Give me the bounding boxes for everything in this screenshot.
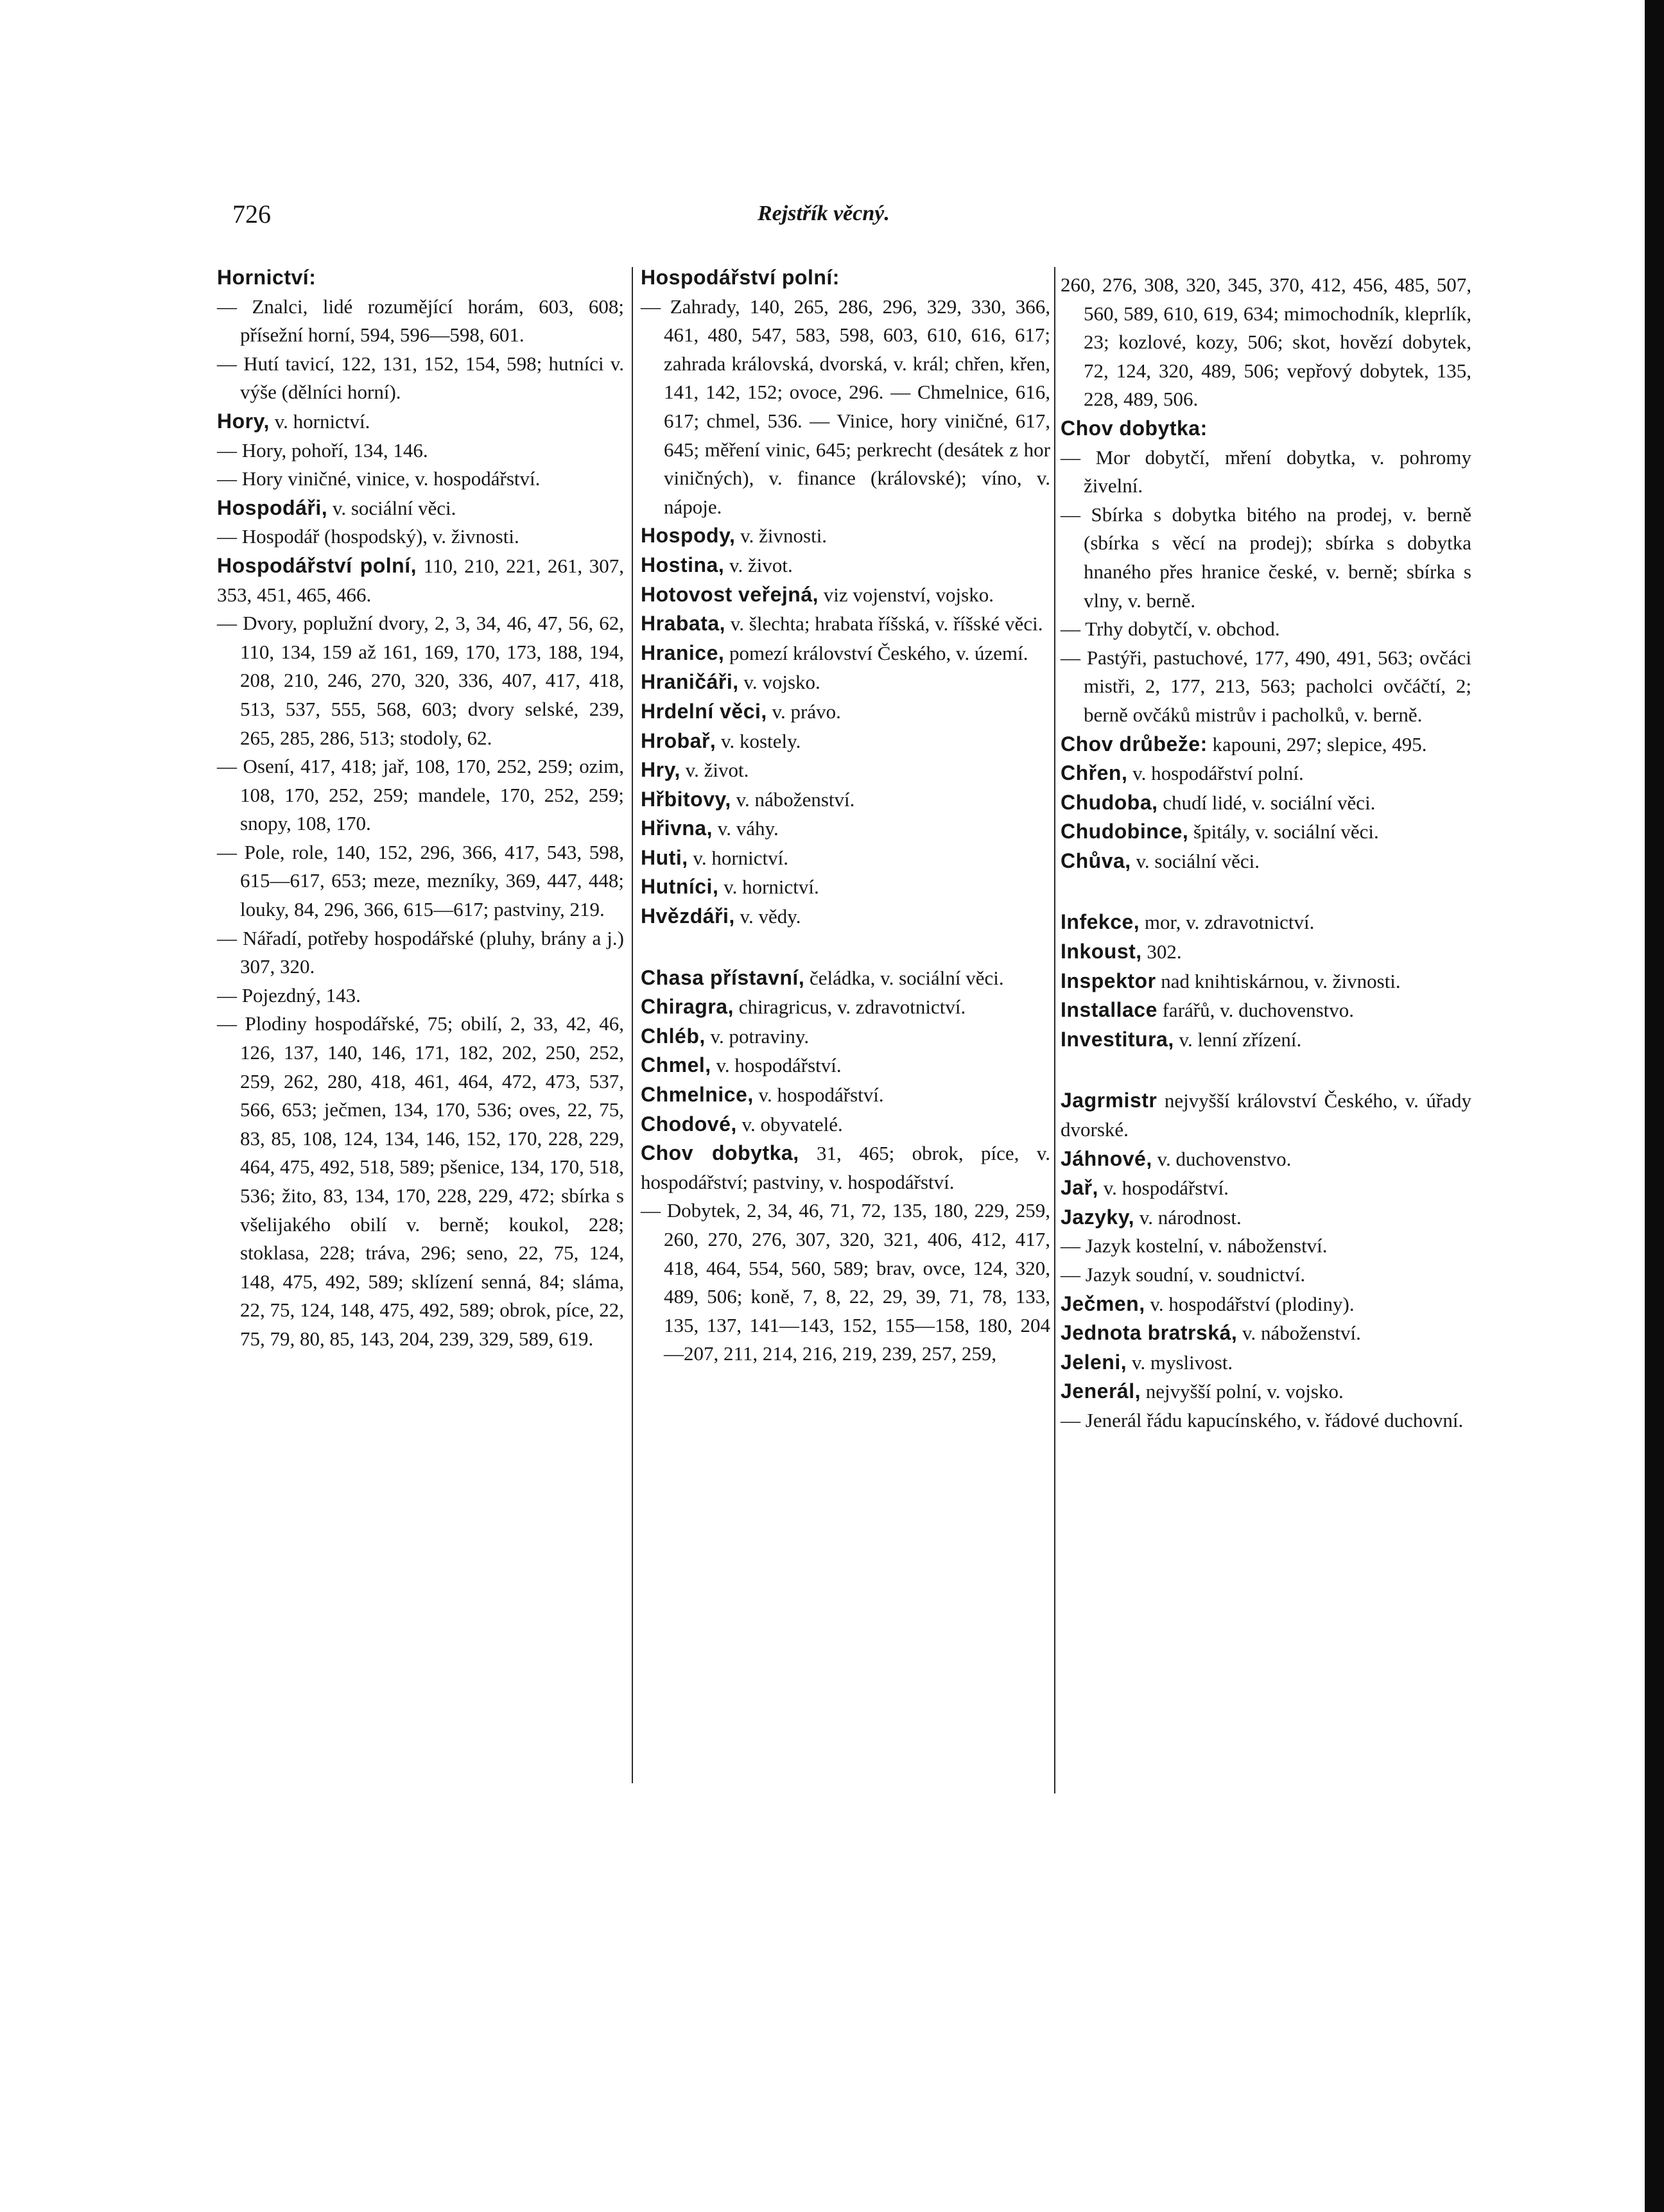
index-subentry (1061, 615, 1471, 644)
entry-text: — Pole, role, 140, 152, 296, 366, 417, 543, 598, 615—617, 653; meze, mezníky, 369, 447, 448; louky, 84, 296, 366, 615—617; pastviny, 219. (217, 840, 624, 921)
entry-text: v. vědy. (734, 905, 801, 928)
index-subentry (217, 752, 624, 838)
entry-heading: Hřbitovy, (641, 787, 731, 811)
entry-text: v. náboženství. (1237, 1322, 1361, 1345)
scan-edge (1645, 0, 1664, 2212)
entry-text: 31, 465; obrok, píce, v. hospodářství; pastviny, v. hospodářství. (641, 1142, 1050, 1193)
entry-heading: Chřen, (1061, 761, 1128, 785)
column-divider-2 (1054, 267, 1055, 1793)
index-entry (1061, 414, 1471, 444)
index-entry (641, 1110, 1050, 1139)
index-subentry (217, 436, 624, 465)
entry-heading: Jáhnové, (1061, 1146, 1152, 1170)
index-entry (217, 407, 624, 436)
entry-text: v. hospodářství (plodiny). (1145, 1292, 1355, 1315)
entry-text: nejvyšší království Českého, v. úřady dvorské. (1061, 1089, 1471, 1141)
entry-text: — Jazyk kostelní, v. náboženství. (1061, 1234, 1328, 1257)
entry-heading: Jazyky, (1061, 1205, 1134, 1229)
entry-heading: Inkoust, (1061, 940, 1142, 963)
entry-text: v. obyvatelé. (736, 1112, 843, 1136)
entry-text: — Nářadí, potřeby hospodářské (pluhy, brány a j.) 307, 320. (217, 926, 624, 978)
entry-text: — Sbírka s dobytka bitého na prodej, v. berně (sbírka s věcí na prodej); sbírka s dobytka hnaného přes hranice české, v. berně; sbírka s vlny, v. berně. (1061, 503, 1471, 612)
index-subentry (1061, 271, 1471, 414)
entry-heading: Hostina, (641, 553, 725, 576)
index-entry (641, 263, 1050, 293)
entry-heading: Installace (1061, 998, 1157, 1022)
index-entry (1061, 1173, 1471, 1203)
entry-heading: Hřivna, (641, 817, 713, 840)
entry-heading: Jeleni, (1061, 1350, 1127, 1374)
index-subentry (1061, 501, 1471, 615)
index-subentry (217, 924, 624, 981)
index-entry (641, 580, 1050, 610)
index-entry (1061, 996, 1471, 1025)
entry-heading: Infekce, (1061, 910, 1140, 934)
entry-text: — Osení, 417, 418; jař, 108, 170, 252, 259; ozim, 108, 170, 252, 259; mandele, 170, 252, 259; snopy, 108, 170. (217, 755, 624, 835)
entry-text: špitály, v. sociální věci. (1188, 820, 1379, 843)
entry-heading: Jednota bratrská, (1061, 1321, 1238, 1345)
entry-heading: Hory, (217, 409, 270, 433)
index-subentry (217, 465, 624, 494)
index-entry (641, 1139, 1050, 1197)
entry-text: mor, v. zdravotnictví. (1140, 911, 1315, 934)
index-entry (641, 785, 1050, 815)
entry-text: — Pojezdný, 143. (217, 983, 361, 1007)
index-entry (641, 668, 1050, 697)
entry-text: — Znalci, lidé rozumějící horám, 603, 608; přísežní horní, 594, 596—598, 601. (217, 295, 624, 347)
entry-heading: Investitura, (1061, 1027, 1174, 1051)
entry-heading: Chůva, (1061, 849, 1131, 872)
entry-text: viz vojenství, vojsko. (819, 583, 994, 606)
entry-heading: Chudoba, (1061, 790, 1158, 814)
entry-text: — Dobytek, 2, 34, 46, 71, 72, 135, 180, 229, 259, 260, 270, 276, 307, 320, 321, 406, 412, 417, 418, 464, 554, 560, 589; brav, ovce, 124, 320, 489, 506; koně, 7, 8, 22, 29, 39, 71, 78, 133, 135, 137, 141—143, 152, 155—158, 180, 204—207, 211, 214, 216, 219, 239, 257, 259, (641, 1199, 1050, 1365)
entry-text: — Hory, pohoří, 134, 146. (217, 438, 428, 462)
index-entry (217, 551, 624, 609)
section-gap (641, 931, 1050, 963)
entry-text: v. hospodářství. (711, 1054, 842, 1077)
index-subentry (1061, 644, 1471, 730)
index-entry (641, 843, 1050, 873)
index-entry (641, 814, 1050, 843)
index-subentry (1061, 1406, 1471, 1435)
entry-heading: Hospodářství polní, (217, 553, 417, 577)
entry-text: v. živnosti. (735, 524, 828, 548)
index-entry (1061, 817, 1471, 847)
entry-heading: Jenerál, (1061, 1379, 1141, 1403)
entry-text: v. hornictví. (718, 876, 819, 899)
index-entry (1061, 967, 1471, 996)
entry-heading: Chodové, (641, 1112, 737, 1136)
index-subentry (217, 350, 624, 407)
index-entry (217, 263, 624, 293)
entry-heading: Chmel, (641, 1053, 711, 1077)
entry-text: v. váhy. (712, 817, 779, 840)
entry-text: — Mor dobytčí, mření dobytka, v. pohromy živelní. (1061, 445, 1471, 497)
index-entry (641, 1051, 1050, 1080)
entry-heading: Chiragra, (641, 995, 734, 1019)
entry-text: v. vojsko. (738, 671, 820, 694)
entry-heading: Hospodářství polní: (641, 266, 840, 289)
entry-text: farářů, v. duchovenstvo. (1157, 999, 1355, 1022)
entry-text: v. sociální věci. (327, 496, 456, 519)
index-column-1 (217, 263, 624, 1354)
entry-heading: Hraničáři, (641, 670, 739, 694)
entry-text: 260, 276, 308, 320, 345, 370, 412, 456, 485, 507, 560, 589, 610, 619, 634; mimochodník, kleprlík, 23; kozlové, kozy, 506; skot, hovězí dobytek, 72, 124, 320, 489, 506; vepřový dobytek, 135, 228, 489, 506. (1061, 273, 1471, 411)
section-gap (1061, 1054, 1471, 1086)
index-entry (1061, 908, 1471, 937)
index-entry (1061, 788, 1471, 818)
entry-heading: Hrobař, (641, 729, 716, 752)
entry-text: v. život. (724, 553, 793, 576)
entry-heading: Hrdelní věci, (641, 699, 767, 723)
entry-heading: Chasa přístavní, (641, 965, 805, 989)
running-title: Rejstřík věcný. (758, 202, 890, 225)
entry-text: v. potraviny. (705, 1024, 810, 1048)
index-entry (1061, 1348, 1471, 1378)
index-entry (641, 872, 1050, 902)
index-subentry (217, 293, 624, 350)
index-entry (641, 992, 1050, 1022)
index-subentry (1061, 444, 1471, 501)
entry-text: nejvyšší polní, v. vojsko. (1140, 1380, 1344, 1403)
index-entry (641, 727, 1050, 756)
index-entry (641, 1080, 1050, 1110)
index-subentry (217, 838, 624, 924)
entry-text: v. šlechta; hrabata říšská, v. říšské věci. (725, 612, 1043, 635)
entry-text: nad knihtiskárnou, v. živnosti. (1156, 969, 1401, 992)
entry-text: v. sociální věci. (1131, 849, 1260, 872)
entry-text: 302. (1141, 940, 1182, 963)
entry-heading: Hranice, (641, 641, 725, 664)
entry-text: v. kostely. (716, 729, 801, 752)
index-entry (1061, 1145, 1471, 1174)
entry-heading: Hry, (641, 758, 680, 782)
section-gap (1061, 876, 1471, 908)
index-entry (641, 756, 1050, 785)
index-entry (1061, 1318, 1471, 1348)
entry-text: pomezí království Českého, v. území. (724, 641, 1028, 664)
index-subentry (217, 981, 624, 1010)
entry-heading: Chmelnice, (641, 1083, 754, 1107)
index-entry (217, 494, 624, 523)
entry-text: v. hospodářství. (753, 1084, 884, 1107)
entry-heading: Chov dobytka: (1061, 416, 1208, 440)
index-entry (1061, 730, 1471, 759)
page-number: 726 (232, 200, 271, 229)
entry-heading: Chov dobytka, (641, 1141, 799, 1165)
entry-text: v. hospodářství polní. (1127, 762, 1304, 785)
index-entry (1061, 1025, 1471, 1055)
index-entry (641, 1022, 1050, 1051)
entry-text: — Plodiny hospodářské, 75; obilí, 2, 33, 42, 46, 126, 137, 140, 146, 171, 182, 202, 250, 252, 259, 262, 280, 418, 461, 464, 472, 473, 537, 566, 653; ječmen, 134, 170, 536; oves, 22, 75, 83, 85, 108, 124, 134, 146, 152, 170, 228, 229, 464, 475, 492, 518, 589; pšenice, 134, 170, 518, 536; žito, 83, 134, 170, 228, 229, 472; sbírka s všelijakého obilí v. berně; koukol, 228; stoklasa, 228; tráva, 296; seno, 22, 75, 124, 148, 475, 492, 589; sklízení senná, 84; sláma, 22, 75, 124, 148, 475, 492, 589; obrok, píce, 22, 75, 79, 80, 85, 143, 204, 239, 329, 589, 619. (217, 1012, 624, 1350)
entry-text: v. život. (680, 759, 749, 782)
entry-heading: Chudobince, (1061, 820, 1189, 843)
entry-text: čeládka, v. sociální věci. (804, 966, 1004, 989)
entry-text: — Hory viničné, vinice, v. hospodářství. (217, 467, 541, 490)
index-subentry (641, 293, 1050, 522)
index-entry (1061, 1203, 1471, 1232)
index-entry (641, 639, 1050, 668)
entry-text: — Trhy dobytčí, v. obchod. (1061, 618, 1280, 641)
entry-text: chudí lidé, v. sociální věci. (1157, 791, 1376, 814)
entry-heading: Hrabata, (641, 612, 726, 635)
index-entry (641, 521, 1050, 551)
entry-text: v. hospodářství. (1098, 1177, 1229, 1200)
entry-heading: Inspektor (1061, 969, 1156, 992)
entry-text: — Hospodář (hospodský), v. živnosti. (217, 525, 519, 548)
entry-text: chiragricus, v. zdravotnictví. (733, 996, 966, 1019)
entry-text: v. duchovenstvo. (1152, 1147, 1292, 1170)
entry-text: v. hornictví. (688, 846, 789, 869)
entry-text: v. právo. (767, 700, 841, 723)
index-entry (641, 551, 1050, 580)
entry-heading: Jař, (1061, 1176, 1098, 1200)
entry-text: v. národnost. (1134, 1205, 1242, 1229)
entry-text: v. lenní zřízení. (1174, 1028, 1302, 1051)
index-subentry (217, 523, 624, 551)
column-divider-1 (632, 267, 633, 1783)
entry-text: — Hutí tavicí, 122, 131, 152, 154, 598; hutníci v. výše (dělníci horní). (217, 352, 624, 404)
entry-text: — Dvory, poplužní dvory, 2, 3, 34, 46, 47, 56, 62, 110, 134, 159 až 161, 169, 170, 173, 188, 194, 208, 210, 246, 270, 320, 336, 407, 417, 418, 513, 537, 555, 568, 603; dvory selské, 239, 265, 285, 286, 513; stodoly, 62. (217, 612, 624, 749)
entry-heading: Hospodáři, (217, 496, 328, 519)
index-entry (1061, 937, 1471, 967)
entry-text: — Jazyk soudní, v. soudnictví. (1061, 1263, 1306, 1286)
entry-text: — Zahrady, 140, 265, 286, 296, 329, 330, 366, 461, 480, 547, 583, 598, 603, 610, 616, 617; zahrada královská, dvorská, v. král; chřen, křen, 141, 142, 152; ovoce, 296. — Chmelnice, 616, 617; chmel, 536. — Vinice, hory viničné, 617, 645; měření vinic, 645; perkrecht (desátek z hor viničných), v. finance (královské); víno, v. nápoje. (641, 295, 1050, 518)
entry-heading: Chov drůbeže: (1061, 732, 1208, 756)
entry-heading: Chléb, (641, 1024, 706, 1048)
entry-heading: Hvězdáři, (641, 904, 735, 928)
index-entry (641, 902, 1050, 931)
entry-text: v. myslivost. (1127, 1351, 1233, 1374)
index-entry (641, 609, 1050, 639)
entry-heading: Hotovost veřejná, (641, 582, 819, 606)
index-entry (1061, 1290, 1471, 1319)
entry-text: 110, 210, 221, 261, 307, 353, 451, 465, 466. (217, 554, 624, 606)
index-subentry (217, 1010, 624, 1353)
entry-heading: Hutníci, (641, 875, 719, 899)
index-subentry (1061, 1232, 1471, 1261)
index-entry (641, 697, 1050, 727)
entry-heading: Ječmen, (1061, 1292, 1145, 1315)
index-subentry (641, 1197, 1050, 1369)
index-column-3 (1061, 271, 1471, 1435)
index-column-2 (641, 263, 1050, 1369)
index-entry (641, 963, 1050, 993)
entry-text: — Jenerál řádu kapucínského, v. řádové duchovní. (1061, 1408, 1464, 1431)
index-subentry (217, 609, 624, 752)
entry-text: kapouni, 297; slepice, 495. (1207, 732, 1427, 756)
entry-text: — Pastýři, pastuchové, 177, 490, 491, 563; ovčáci mistři, 2, 177, 213, 563; pacholci ovčáčtí, 2; berně ovčáků mistrův i pacholků, v. berně. (1061, 646, 1471, 726)
entry-heading: Huti, (641, 845, 688, 869)
index-entry (1061, 759, 1471, 788)
index-entry (1061, 1086, 1471, 1144)
index-subentry (1061, 1261, 1471, 1290)
entry-text: v. náboženství. (731, 788, 855, 811)
index-entry (1061, 1377, 1471, 1406)
entry-heading: Jagrmistr (1061, 1089, 1157, 1112)
entry-text: v. hornictví. (269, 410, 370, 433)
entry-heading: Hospody, (641, 524, 736, 548)
index-entry (1061, 847, 1471, 876)
entry-heading: Hornictví: (217, 266, 316, 289)
